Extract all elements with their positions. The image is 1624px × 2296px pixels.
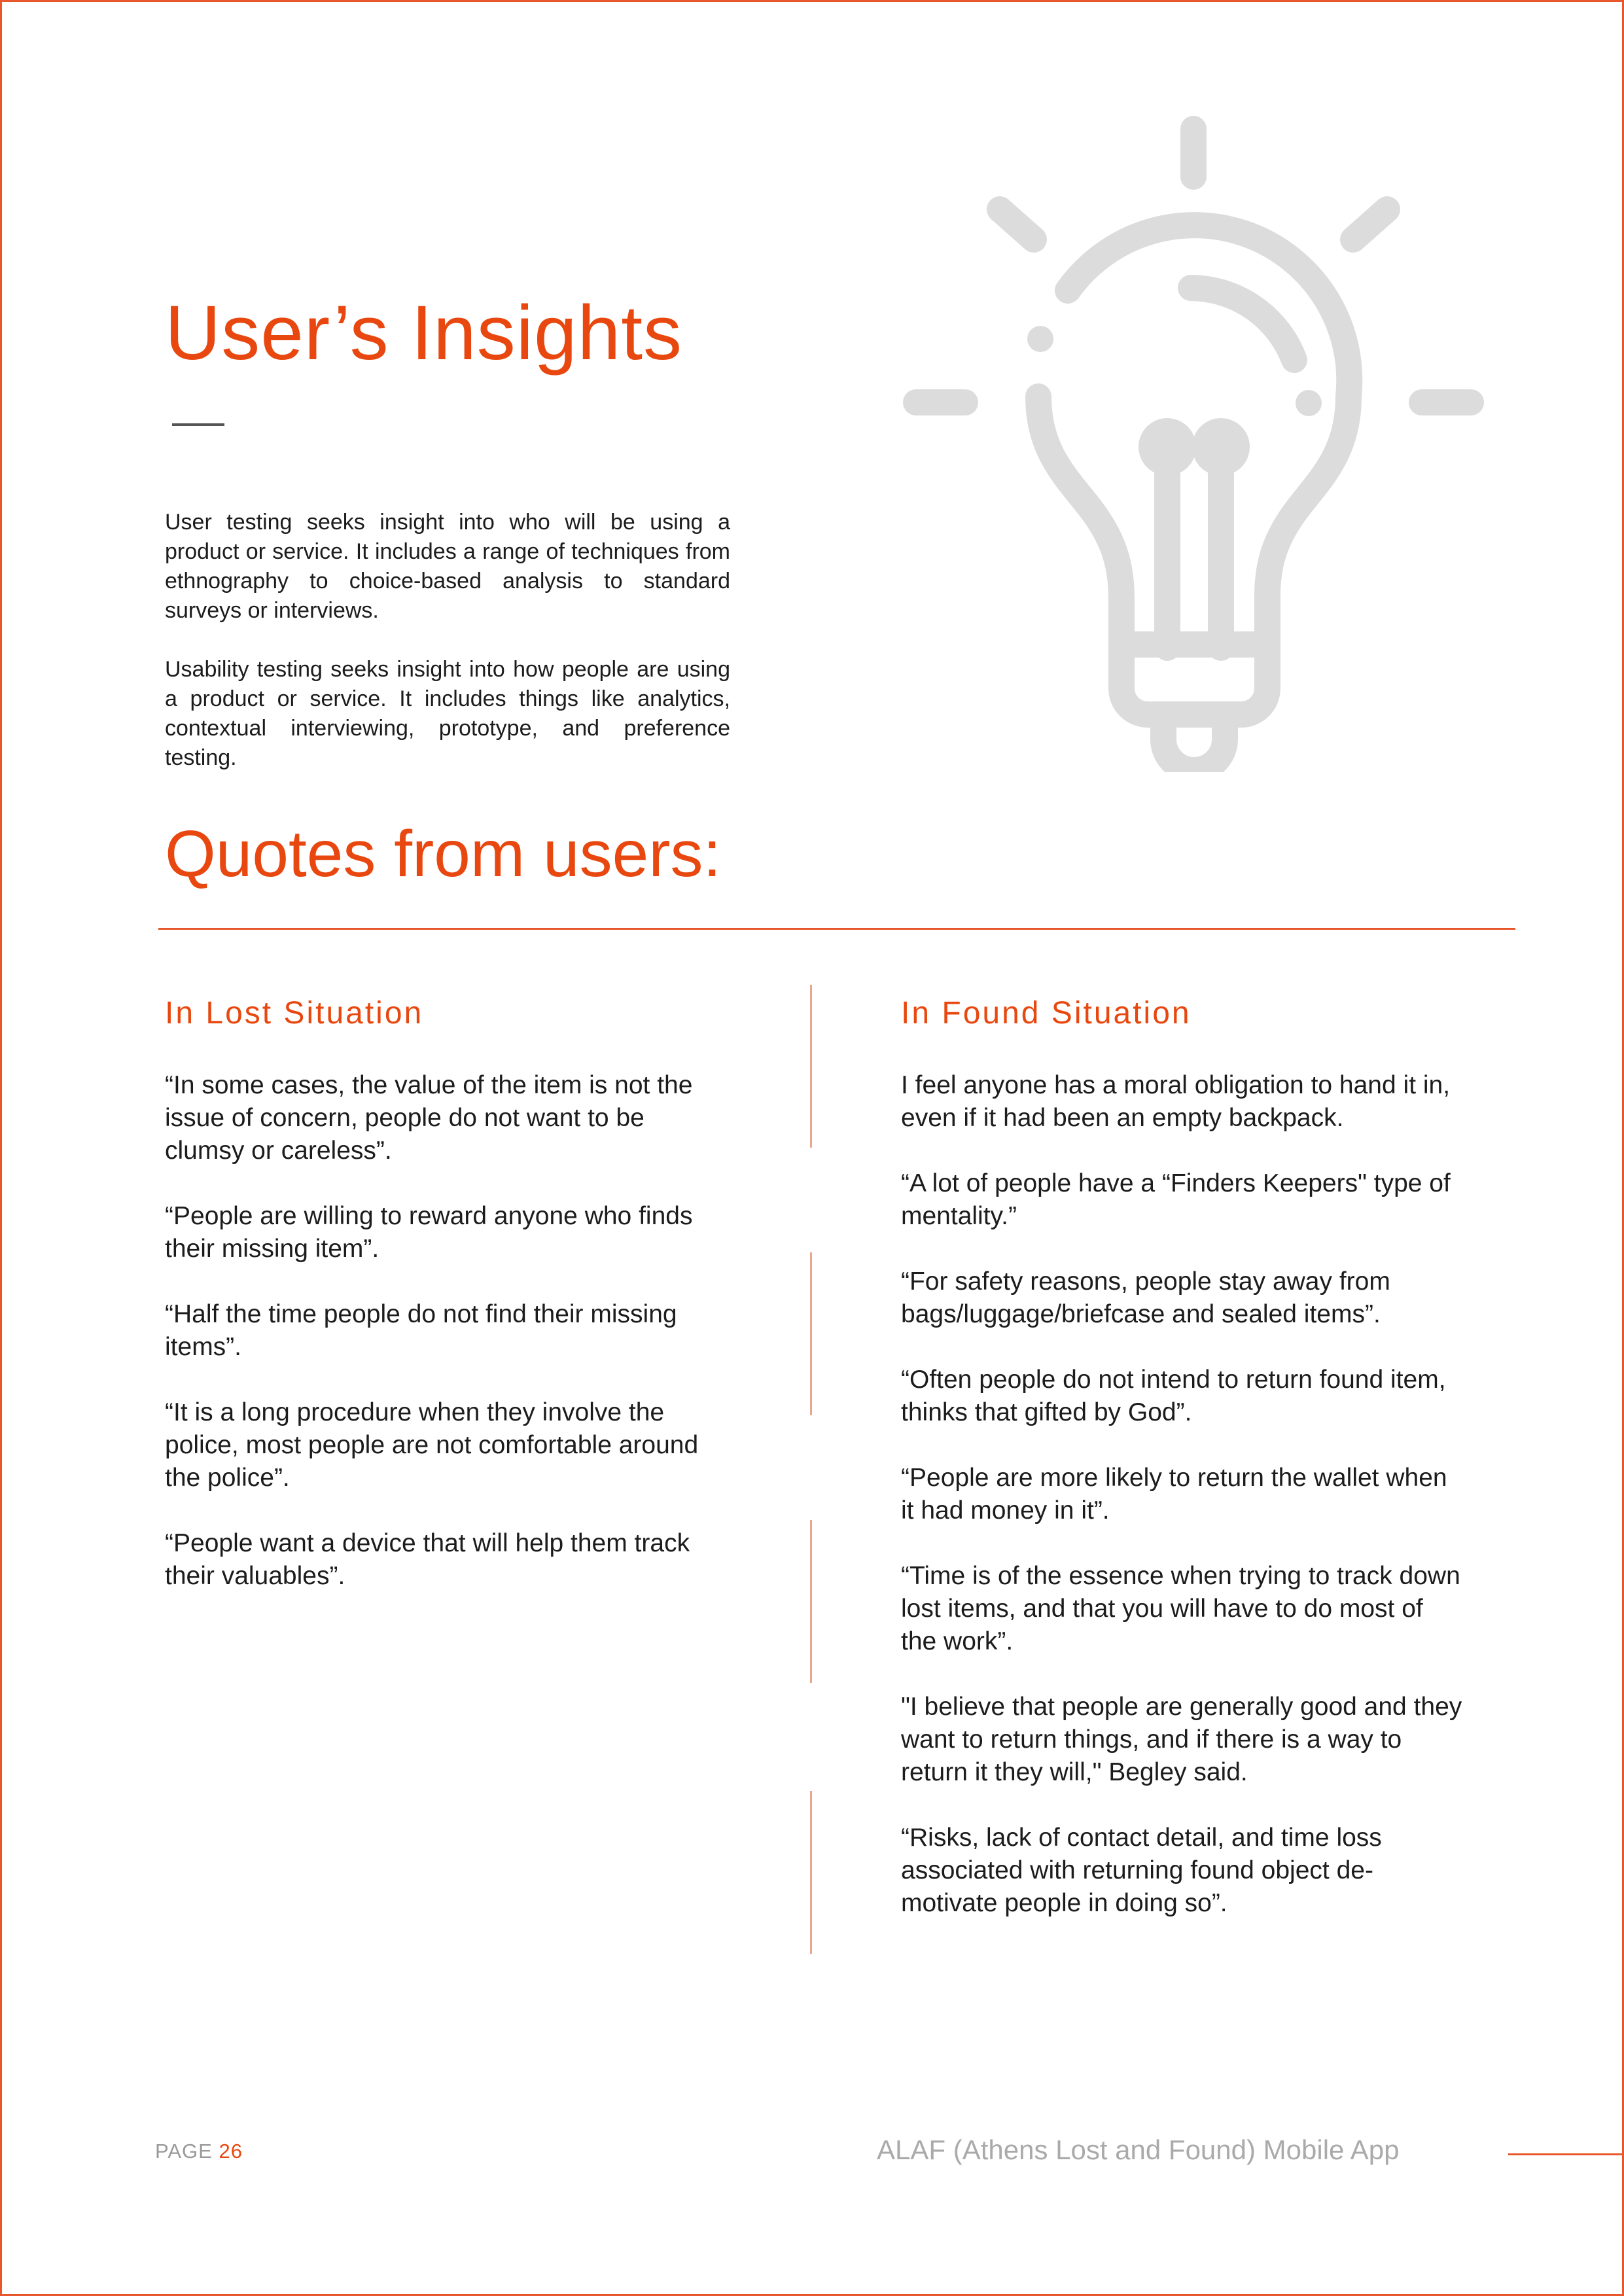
lost-situation-heading: In Lost Situation (165, 996, 424, 1031)
page-number (155, 2140, 243, 2163)
found-quote: “A lot of people have a “Finders Keepers" type of mentality.” (901, 1169, 1451, 1230)
lost-quote: “Half the time people do not find their missing items”. (165, 1300, 677, 1361)
column-divider-segment (810, 1252, 812, 1415)
column-divider-segment (810, 1791, 812, 1954)
page-number-value: 26 (219, 2140, 243, 2163)
section-divider (158, 928, 1515, 930)
column-divider-segment (810, 1520, 812, 1683)
column-divider-segment (810, 985, 812, 1148)
lost-quote: “People are willing to reward anyone who finds their missing item”. (165, 1202, 693, 1263)
intro-text (165, 508, 730, 802)
page-title: User’s Insights (165, 290, 683, 376)
footer-accent-line (1508, 2153, 1624, 2155)
found-situation-heading: In Found Situation (901, 996, 1192, 1031)
intro-paragraph-usability-testing: Usability testing seeks insight into how people are using a product or service. It includes things like analytics, contextual interviewing, prototype, and preference testing. (165, 657, 730, 770)
found-situation-column (901, 995, 1464, 1952)
lightbulb-icon (896, 111, 1498, 772)
lost-quote: “People want a device that will help them track their valuables”. (165, 1529, 690, 1590)
found-quote: “Risks, lack of contact detail, and time loss associated with returning found object de-motivate people in doing so”. (901, 1824, 1382, 1917)
found-quote: “For safety reasons, people stay away from bags/luggage/briefcase and sealed items”. (901, 1267, 1390, 1328)
title-underline (172, 423, 224, 426)
footer-document-title: ALAF (Athens Lost and Found) Mobile App (877, 2134, 1400, 2165)
lost-situation-column (165, 995, 728, 1625)
found-quote: “Often people do not intend to return found item, thinks that gifted by God”. (901, 1366, 1446, 1426)
found-quote: “People are more likely to return the wallet when it had money in it”. (901, 1464, 1447, 1525)
found-quote: I feel anyone has a moral obligation to hand it in, even if it had been an empty backpack. (901, 1071, 1451, 1132)
lost-quote: “In some cases, the value of the item is not the issue of concern, people do not want to be clumsy or careless”. (165, 1071, 693, 1165)
found-quote: "I believe that people are generally good and they want to return things, and if there is a way to return it they will," Begley said. (901, 1693, 1462, 1786)
lost-quote: “It is a long procedure when they involve the police, most people are not comfortable around the police”. (165, 1398, 699, 1492)
intro-paragraph-user-testing: User testing seeks insight into who will be using a product or service. It includes a range of techniques from ethnography to choice-based analysis to standard surveys or interviews. (165, 510, 730, 623)
page-label: PAGE (155, 2140, 213, 2163)
found-quote: “Time is of the essence when trying to track down lost items, and that you will have to do most of the work”. (901, 1562, 1460, 1655)
quotes-title: Quotes from users: (165, 817, 722, 891)
